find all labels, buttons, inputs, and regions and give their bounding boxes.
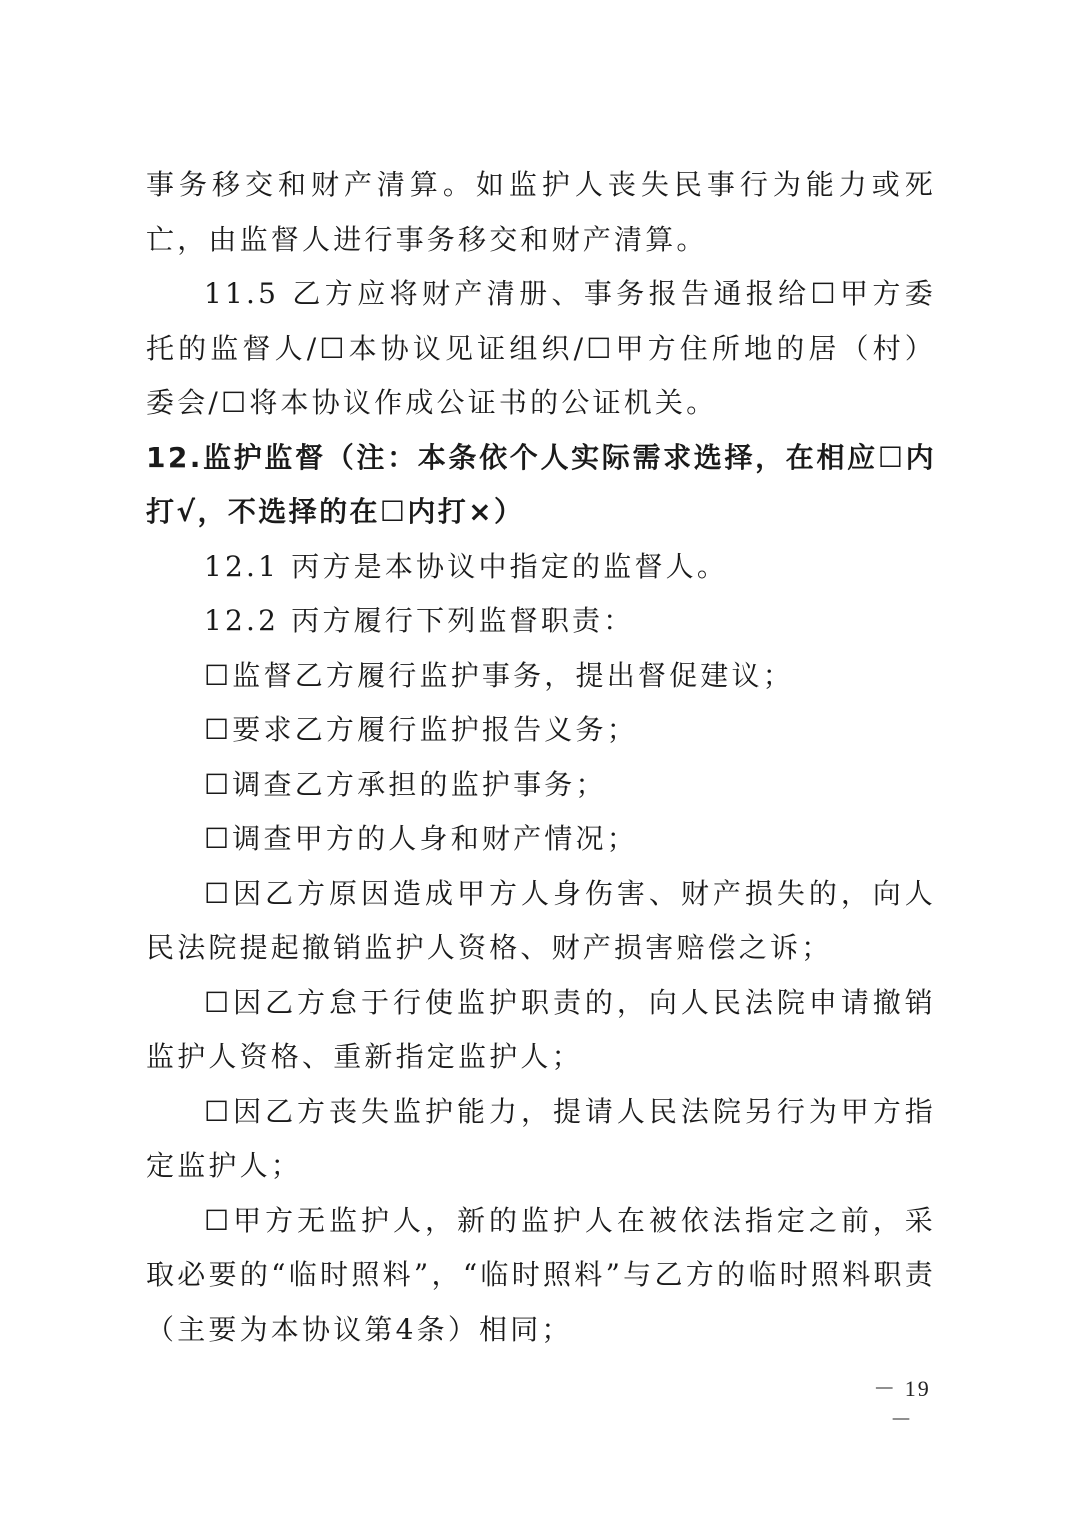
checkbox-item-lawsuit: ☐因乙方原因造成甲方人身伤害、财产损失的，向人民法院提起撤销监护人资格、财产损害赔偿之诉；	[146, 876, 936, 964]
checkbox-item-temporary-care: ☐甲方无监护人，新的监护人在被依法指定之前，采取必要的“临时照料”，“临时照料”与乙方的临时照料职责（主要为本协议第4条）相同；	[146, 1203, 936, 1346]
checkbox-item-investigate-person: ☐调查甲方的人身和财产情况；	[204, 822, 638, 855]
paragraph-handover-continuation: 事务移交和财产清算。如监护人丧失民事行为能力或死亡，由监督人进行事务移交和财产清算。	[146, 168, 936, 256]
body-text	[146, 158, 936, 1357]
checkbox-item-revoke: ☐因乙方怠于行使监护职责的，向人民法院申请撤销监护人资格、重新指定监护人；	[146, 985, 936, 1073]
checkbox-item-investigate-affairs: ☐调查乙方承担的监护事务；	[204, 767, 607, 801]
checkbox-item-report: ☐要求乙方履行监护报告义务；	[204, 713, 638, 746]
page-number: － 19 －	[873, 1376, 931, 1432]
paragraph-11-5: 11.5 乙方应将财产清册、事务报告通报给☐甲方委托的监督人/☐本协议见证组织/☐甲方住所地的居（村）委会/☐将本协议作成公证书的公证机关。	[146, 277, 936, 419]
checkbox-item-reassign: ☐因乙方丧失监护能力，提请人民法院另行为甲方指定监护人；	[146, 1094, 936, 1182]
checkbox-item-supervise: ☐监督乙方履行监护事务，提出督促建议；	[204, 658, 794, 692]
section-heading-12: 12.监护监督（注：本条依个人实际需求选择，在相应☐内打√，不选择的在☐内打×）	[146, 440, 936, 528]
paragraph-12-2: 12.2 丙方履行下列监督职责：	[204, 604, 635, 637]
paragraph-12-1: 12.1 丙方是本协议中指定的监督人。	[204, 549, 729, 583]
